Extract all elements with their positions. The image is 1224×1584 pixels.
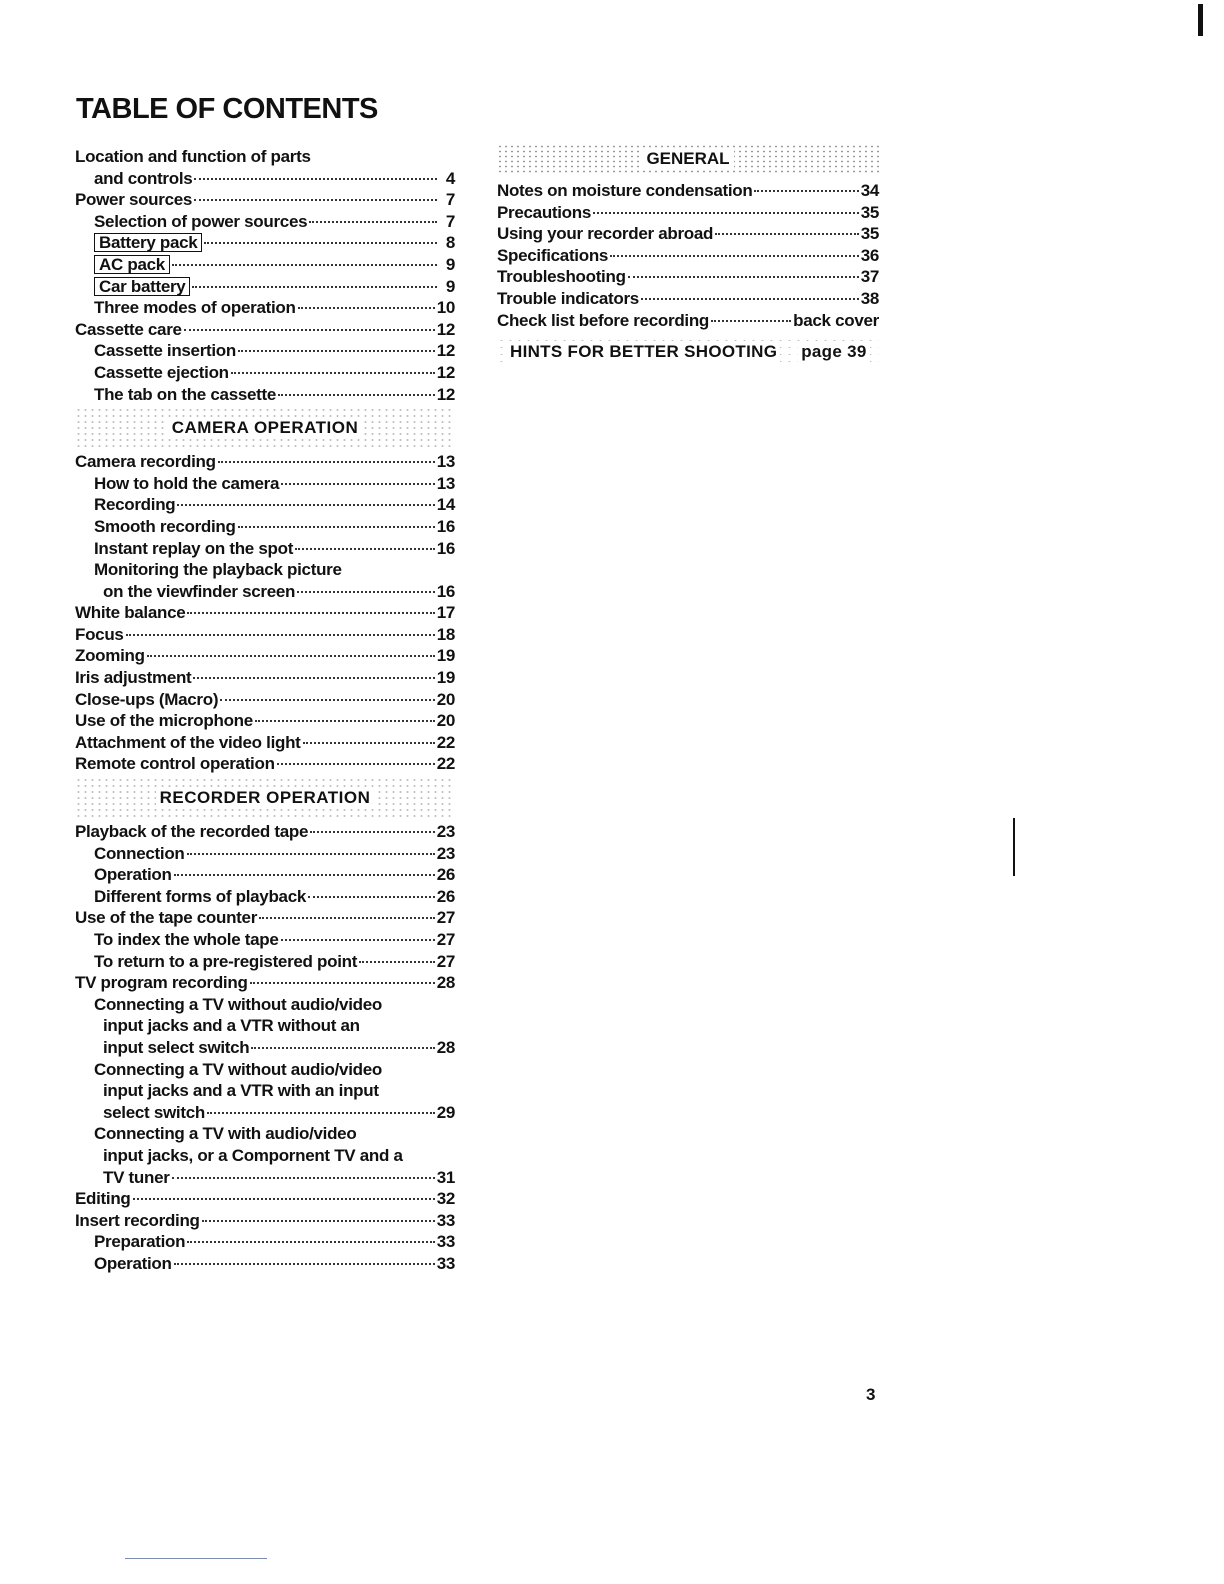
dot-leader bbox=[202, 1219, 435, 1222]
scan-bottom-line bbox=[125, 1558, 267, 1559]
toc-entry[interactable] bbox=[75, 1210, 455, 1232]
toc-entry-label: Playback of the recorded tape bbox=[75, 822, 309, 842]
toc-entry-label: TV tuner bbox=[103, 1167, 170, 1187]
dot-leader bbox=[250, 981, 435, 984]
toc-entry-label: Instant replay on the spot bbox=[94, 538, 294, 558]
dot-leader bbox=[251, 1046, 434, 1049]
toc-entry-label bbox=[94, 254, 170, 276]
toc-entry-label: How to hold the camera bbox=[94, 473, 280, 493]
toc-entry-label: The tab on the cassette bbox=[94, 384, 277, 404]
toc-entry-label: Power sources bbox=[75, 190, 193, 210]
toc-entry[interactable] bbox=[75, 972, 455, 994]
toc-entry-label: Trouble indicators bbox=[497, 288, 639, 308]
toc-entry[interactable] bbox=[75, 1037, 455, 1059]
toc-entry-page: 37 bbox=[860, 267, 879, 287]
toc-entry[interactable] bbox=[497, 288, 879, 310]
toc-entry-page: 27 bbox=[436, 908, 455, 928]
toc-entry-label bbox=[94, 232, 202, 254]
toc-entry-label: Troubleshooting bbox=[497, 267, 626, 287]
toc-entry[interactable] bbox=[75, 753, 455, 775]
toc-entry[interactable] bbox=[75, 667, 455, 689]
dot-leader bbox=[231, 371, 435, 374]
dot-leader bbox=[281, 938, 435, 941]
toc-entry-page: 16 bbox=[436, 581, 455, 601]
toc-entry-label: Smooth recording bbox=[94, 516, 236, 536]
toc-entry[interactable] bbox=[75, 929, 455, 951]
toc-entry[interactable] bbox=[75, 581, 455, 603]
toc-entry-label: Monitoring the playback picture bbox=[94, 560, 342, 580]
toc-entry-page: 9 bbox=[445, 276, 455, 296]
dot-leader bbox=[281, 482, 435, 485]
toc-entry[interactable] bbox=[75, 602, 455, 624]
toc-entry-page: 35 bbox=[860, 202, 879, 222]
toc-entry-page: 10 bbox=[436, 298, 455, 318]
toc-entry-page: 19 bbox=[436, 668, 455, 688]
dot-leader bbox=[174, 873, 435, 876]
toc-entry-label: White balance bbox=[75, 603, 186, 623]
toc-entry[interactable] bbox=[75, 232, 455, 254]
dot-leader bbox=[174, 1262, 435, 1265]
dot-leader bbox=[715, 232, 859, 235]
toc-entry[interactable] bbox=[75, 886, 455, 908]
toc-entry[interactable] bbox=[75, 384, 455, 406]
toc-entry-page: 4 bbox=[445, 168, 455, 188]
toc-entry[interactable] bbox=[75, 559, 455, 581]
toc-entry[interactable] bbox=[75, 624, 455, 646]
toc-entry[interactable] bbox=[75, 1015, 455, 1037]
toc-entry-label: input jacks and a VTR with an input bbox=[103, 1081, 379, 1101]
toc-entry-boxed-label: Battery pack bbox=[94, 233, 202, 252]
toc-entry[interactable] bbox=[75, 951, 455, 973]
toc-entry[interactable] bbox=[75, 1102, 455, 1124]
toc-entry[interactable] bbox=[75, 451, 455, 473]
toc-entry-label: To index the whole tape bbox=[94, 930, 279, 949]
toc-entry-page: 26 bbox=[436, 886, 455, 906]
dot-leader bbox=[238, 525, 435, 528]
toc-entry[interactable] bbox=[497, 180, 879, 202]
toc-entry-page: 7 bbox=[445, 190, 455, 210]
toc-entry[interactable] bbox=[75, 340, 455, 362]
toc-entry[interactable] bbox=[497, 310, 879, 332]
dot-leader bbox=[220, 698, 434, 701]
hints-page: page 39 bbox=[798, 342, 869, 362]
section-heading-label: RECORDER OPERATION bbox=[156, 788, 375, 808]
toc-entry[interactable] bbox=[75, 821, 455, 843]
toc-entry-label: Cassette care bbox=[75, 319, 182, 339]
toc-entry[interactable] bbox=[75, 276, 455, 298]
dot-leader bbox=[187, 611, 434, 614]
dot-leader bbox=[628, 275, 859, 278]
toc-entry-page: 9 bbox=[445, 254, 455, 274]
dot-leader bbox=[308, 895, 435, 898]
toc-entry[interactable] bbox=[75, 864, 455, 886]
dot-leader bbox=[298, 306, 435, 309]
toc-entry-page: 28 bbox=[436, 973, 455, 993]
dot-leader bbox=[194, 198, 437, 201]
toc-entry-page: 27 bbox=[436, 930, 455, 949]
dot-leader bbox=[278, 393, 435, 396]
toc-entry[interactable] bbox=[75, 645, 455, 667]
toc-entry-page: 8 bbox=[445, 233, 455, 253]
toc-entry[interactable] bbox=[75, 362, 455, 384]
toc-entry[interactable] bbox=[75, 1231, 455, 1253]
toc-entry-page: 20 bbox=[436, 711, 455, 731]
dot-leader bbox=[255, 719, 435, 722]
toc-entry-page: 33 bbox=[436, 1210, 455, 1230]
toc-entry-label: TV program recording bbox=[75, 973, 248, 993]
toc-entry-page: 16 bbox=[436, 538, 455, 558]
toc-entry-boxed-label: AC pack bbox=[94, 255, 170, 274]
dot-leader bbox=[359, 960, 435, 963]
toc-entry-label: Editing bbox=[75, 1189, 131, 1209]
toc-entry-label: input jacks and a VTR without an bbox=[103, 1016, 360, 1036]
toc-entry-page: 27 bbox=[436, 951, 455, 971]
dot-leader bbox=[147, 654, 435, 657]
toc-entry-label: Operation bbox=[94, 1253, 172, 1273]
toc-entry[interactable] bbox=[75, 211, 455, 233]
dot-leader bbox=[187, 852, 435, 855]
toc-entry-page: 7 bbox=[445, 211, 455, 231]
dot-leader bbox=[277, 762, 435, 765]
toc-entry[interactable] bbox=[75, 473, 455, 495]
toc-entry-page: 22 bbox=[436, 754, 455, 774]
dot-leader bbox=[172, 1176, 435, 1179]
toc-entry-page: 31 bbox=[436, 1167, 455, 1187]
toc-entry[interactable] bbox=[75, 254, 455, 276]
toc-entry-label: Three modes of operation bbox=[94, 298, 296, 318]
toc-entry-page: 18 bbox=[436, 624, 455, 644]
toc-entry[interactable] bbox=[497, 223, 879, 245]
page-number: 3 bbox=[866, 1385, 876, 1404]
toc-entry[interactable] bbox=[75, 907, 455, 929]
toc-entry-label: Check list before recording bbox=[497, 310, 710, 330]
toc-entry-page: 12 bbox=[436, 341, 455, 361]
toc-left-column bbox=[75, 146, 455, 1275]
section-heading-label: CAMERA OPERATION bbox=[168, 418, 363, 438]
toc-entry-page: 12 bbox=[436, 362, 455, 382]
toc-entry-page: 23 bbox=[436, 822, 455, 842]
dot-leader bbox=[259, 916, 435, 919]
toc-entry-page: 35 bbox=[860, 224, 879, 244]
toc-entry-page: 22 bbox=[436, 732, 455, 752]
toc-entry-label: Cassette ejection bbox=[94, 362, 229, 382]
toc-entry-page: 36 bbox=[860, 245, 879, 265]
toc-entry-page: 33 bbox=[436, 1232, 455, 1252]
toc-entry[interactable] bbox=[497, 202, 879, 224]
toc-entry-page: 12 bbox=[436, 384, 455, 404]
toc-entry-label: Different forms of playback bbox=[94, 886, 307, 906]
dot-leader bbox=[593, 211, 859, 214]
dot-leader bbox=[172, 263, 437, 266]
toc-entry[interactable] bbox=[75, 146, 455, 168]
toc-entry-label: Using your recorder abroad bbox=[497, 224, 714, 244]
dot-leader bbox=[303, 741, 435, 744]
toc-entry-label: Operation bbox=[94, 865, 172, 885]
toc-entry[interactable] bbox=[75, 168, 455, 190]
general-entries bbox=[497, 180, 879, 331]
dot-leader bbox=[177, 503, 434, 506]
toc-entry-page: 26 bbox=[436, 865, 455, 885]
toc-entry[interactable] bbox=[75, 689, 455, 711]
toc-entry-label: Zooming bbox=[75, 646, 145, 666]
toc-entry-label: Use of the microphone bbox=[75, 711, 253, 731]
toc-entry[interactable] bbox=[75, 732, 455, 754]
toc-entry[interactable] bbox=[75, 1080, 455, 1102]
toc-entry-label: Connecting a TV with audio/video bbox=[94, 1124, 357, 1144]
toc-entry-label: Use of the tape counter bbox=[75, 908, 258, 928]
toc-entry-label: Location and function of parts bbox=[75, 147, 311, 166]
toc-entry[interactable] bbox=[75, 710, 455, 732]
toc-entry-label: Iris adjustment bbox=[75, 668, 192, 688]
toc-entry-page: 33 bbox=[436, 1253, 455, 1273]
dot-leader bbox=[218, 460, 435, 463]
dot-leader bbox=[204, 241, 437, 244]
toc-entry-label: input jacks, or a Compornent TV and a bbox=[103, 1145, 403, 1165]
toc-entry-page: 13 bbox=[436, 473, 455, 493]
toc-entry[interactable] bbox=[75, 1253, 455, 1275]
toc-entry-label: Preparation bbox=[94, 1232, 186, 1252]
toc-entry[interactable] bbox=[75, 297, 455, 319]
toc-entry[interactable] bbox=[75, 494, 455, 516]
dot-leader bbox=[754, 189, 858, 192]
toc-entry-page: 12 bbox=[436, 319, 455, 339]
dot-leader bbox=[194, 177, 437, 180]
toc-entry-label: input select switch bbox=[103, 1037, 250, 1057]
toc-entry-page: 14 bbox=[436, 495, 455, 515]
toc-entry-label: Precautions bbox=[497, 202, 592, 222]
toc-entry-label: Insert recording bbox=[75, 1210, 200, 1230]
toc-entry-label: Focus bbox=[75, 624, 124, 644]
dot-leader bbox=[238, 349, 435, 352]
toc-entry-label: Notes on moisture condensation bbox=[497, 181, 753, 200]
section-banner-general bbox=[497, 144, 879, 174]
hints-label: HINTS FOR BETTER SHOOTING bbox=[507, 342, 780, 362]
toc-right-column bbox=[497, 144, 879, 367]
toc-entry[interactable] bbox=[497, 266, 879, 288]
toc-entry-label: Selection of power sources bbox=[94, 211, 308, 231]
toc-entry-page: 16 bbox=[436, 516, 455, 536]
toc-entry[interactable] bbox=[75, 538, 455, 560]
dot-leader bbox=[641, 297, 859, 300]
toc-entry-label: Remote control operation bbox=[75, 754, 275, 774]
toc-entry[interactable] bbox=[75, 516, 455, 538]
toc-entry-label: Camera recording bbox=[75, 452, 216, 472]
toc-entry-page: 19 bbox=[436, 646, 455, 666]
toc-entry-label: Recording bbox=[94, 495, 176, 515]
section-heading bbox=[75, 407, 455, 449]
toc-entry-page: 20 bbox=[436, 689, 455, 709]
toc-entry-page: back cover bbox=[793, 310, 879, 330]
toc-entry-page: 32 bbox=[436, 1189, 455, 1209]
toc-entry-label: Cassette insertion bbox=[94, 341, 236, 361]
toc-entry[interactable] bbox=[497, 245, 879, 267]
dot-leader bbox=[184, 328, 435, 331]
dot-leader bbox=[207, 1111, 435, 1114]
section-heading bbox=[75, 777, 455, 819]
page-title: TABLE OF CONTENTS bbox=[76, 93, 378, 125]
toc-entry-page: 29 bbox=[436, 1102, 455, 1122]
toc-entry-label: Specifications bbox=[497, 245, 609, 265]
scan-edge-mark bbox=[1198, 4, 1203, 36]
toc-entry-page: 13 bbox=[436, 452, 455, 472]
dot-leader bbox=[711, 319, 791, 322]
section-banner-label: GENERAL bbox=[642, 149, 733, 169]
toc-entry-boxed-label: Car battery bbox=[94, 277, 190, 296]
toc-entry-label: To return to a pre-registered point bbox=[94, 951, 358, 971]
toc-entry-label: and controls bbox=[94, 168, 193, 188]
toc-entry-page: 17 bbox=[436, 603, 455, 623]
dot-leader bbox=[610, 254, 859, 257]
dot-leader bbox=[193, 676, 434, 679]
toc-entry[interactable] bbox=[75, 1123, 455, 1145]
dot-leader bbox=[126, 633, 435, 636]
toc-entry[interactable] bbox=[75, 1167, 455, 1189]
dot-leader bbox=[133, 1197, 435, 1200]
toc-entry-label: on the viewfinder screen bbox=[103, 581, 296, 601]
toc-entry-page: 38 bbox=[860, 288, 879, 308]
toc-entry-page: 23 bbox=[436, 843, 455, 863]
toc-entry-page: 28 bbox=[436, 1037, 455, 1057]
toc-entry-label: Attachment of the video light bbox=[75, 732, 301, 752]
hints-banner[interactable] bbox=[497, 337, 879, 367]
toc-entry-label: Close-ups (Macro) bbox=[75, 689, 219, 709]
toc-entry[interactable] bbox=[75, 994, 455, 1016]
toc-entry[interactable] bbox=[75, 1145, 455, 1167]
toc-entry-label: Connection bbox=[94, 843, 185, 863]
toc-entry-label: select switch bbox=[103, 1102, 205, 1122]
toc-entry[interactable] bbox=[75, 319, 455, 341]
dot-leader bbox=[187, 1240, 435, 1243]
scan-line-mark bbox=[1013, 818, 1015, 876]
toc-entry-page: 34 bbox=[860, 181, 879, 200]
toc-entry[interactable] bbox=[75, 1059, 455, 1081]
dot-leader bbox=[297, 590, 435, 593]
toc-entry-label bbox=[94, 276, 190, 298]
toc-entry-label: Connecting a TV without audio/video bbox=[94, 994, 382, 1014]
toc-entry[interactable] bbox=[75, 843, 455, 865]
dot-leader bbox=[192, 285, 437, 288]
dot-leader bbox=[310, 830, 435, 833]
dot-leader bbox=[295, 547, 435, 550]
dot-leader bbox=[309, 220, 437, 223]
toc-entry[interactable] bbox=[75, 1188, 455, 1210]
toc-entry-label: Connecting a TV without audio/video bbox=[94, 1059, 382, 1079]
toc-entry[interactable] bbox=[75, 189, 455, 211]
